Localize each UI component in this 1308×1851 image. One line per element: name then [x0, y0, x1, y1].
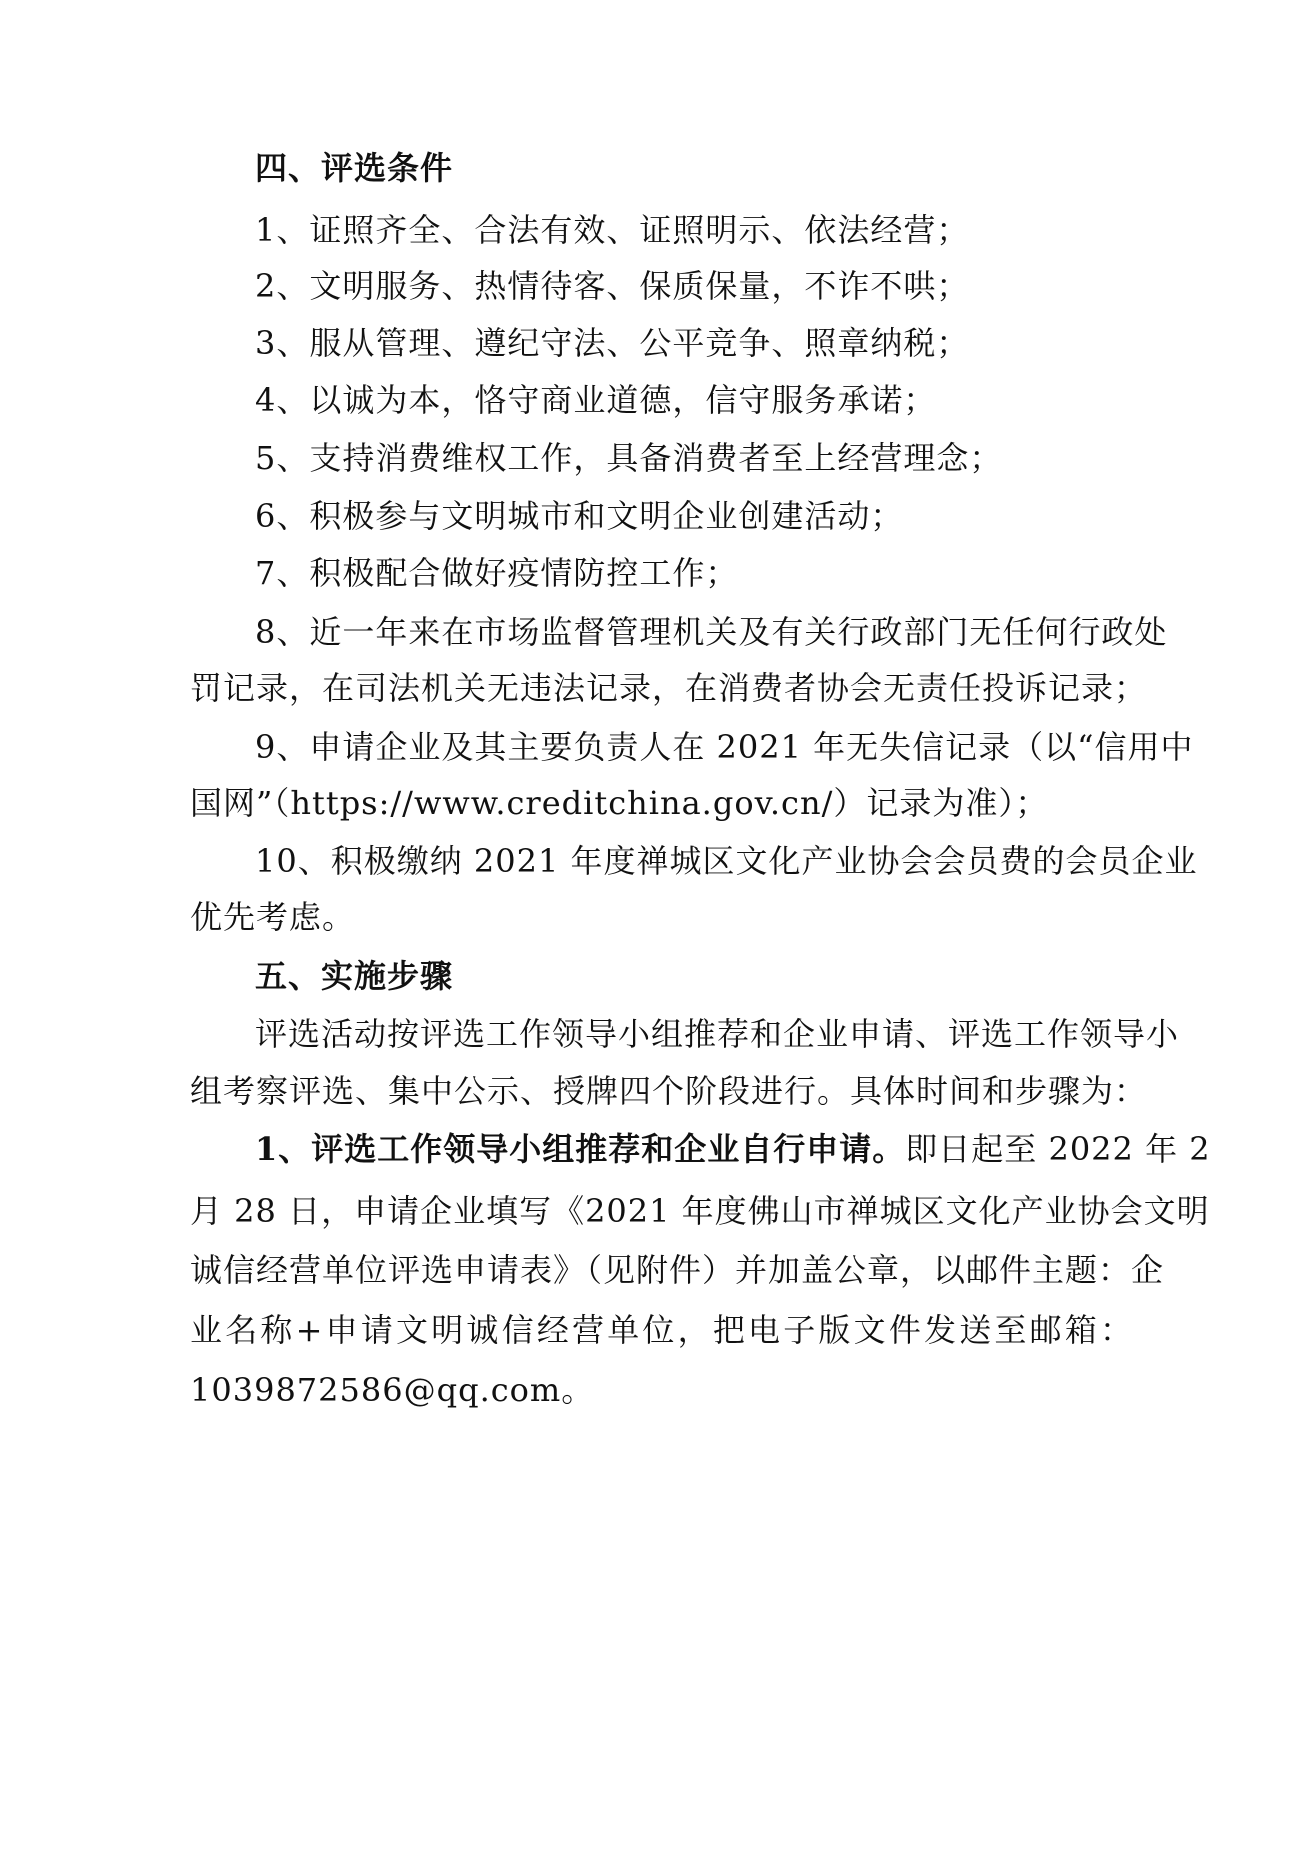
step-1-line-1	[255, 1129, 1211, 1169]
steps-intro-line-1: 评选活动按评选工作领导小组推荐和企业申请、评选工作领导小	[255, 1015, 1180, 1053]
step-1-line-2: 月 28 日，申请企业填写《2021 年度佛山市禅城区文化产业协会文明	[190, 1192, 1210, 1230]
criteria-item-8-line-2: 罚记录，在司法机关无违法记录，在消费者协会无责任投诉记录；	[190, 669, 1148, 707]
criteria-item-3: 3、服从管理、遵纪守法、公平竞争、照章纳税；	[255, 324, 970, 362]
step-1-email: 1039872586@qq.com。	[190, 1371, 595, 1409]
steps-intro-line-2: 组考察评选、集中公示、授牌四个阶段进行。具体时间和步骤为：	[190, 1072, 1148, 1110]
criteria-item-9-line-1: 9、申请企业及其主要负责人在 2021 年无失信记录（以“信用中	[255, 728, 1194, 766]
criteria-item-5: 5、支持消费维权工作，具备消费者至上经营理念；	[255, 439, 1003, 477]
criteria-item-7: 7、积极配合做好疫情防控工作；	[255, 554, 739, 592]
section-heading-selection-criteria: 四、评选条件	[255, 149, 454, 187]
section-heading-implementation-steps: 五、实施步骤	[255, 957, 454, 995]
step-1-line-4: 业名称+申请文明诚信经营单位，把电子版文件发送至邮箱：	[190, 1311, 1136, 1349]
criteria-item-4: 4、以诚为本，恪守商业道德，信守服务承诺；	[255, 381, 937, 419]
criteria-item-6: 6、积极参与文明城市和文明企业创建活动；	[255, 497, 904, 535]
criteria-item-10-line-1: 10、积极缴纳 2021 年度禅城区文化产业协会会员费的会员企业	[255, 842, 1198, 880]
criteria-item-9-line-2: 国网”（https://www.creditchina.gov.cn/）记录为准）；	[190, 784, 1049, 822]
criteria-item-8-line-1: 8、近一年来在市场监督管理机关及有关行政部门无任何行政处	[255, 613, 1168, 651]
step-1-title: 1、评选工作领导小组推荐和企业自行申请。	[255, 1130, 906, 1168]
criteria-item-2: 2、文明服务、热情待客、保质保量，不诈不哄；	[255, 267, 970, 305]
step-1-line-1-rest: 即日起至 2022 年 2	[905, 1130, 1211, 1168]
criteria-item-10-line-2: 优先考虑。	[190, 898, 356, 936]
step-1-line-3: 诚信经营单位评选申请表》（见附件）并加盖公章，以邮件主题：企	[190, 1251, 1165, 1289]
criteria-item-1: 1、证照齐全、合法有效、证照明示、依法经营；	[255, 211, 970, 249]
